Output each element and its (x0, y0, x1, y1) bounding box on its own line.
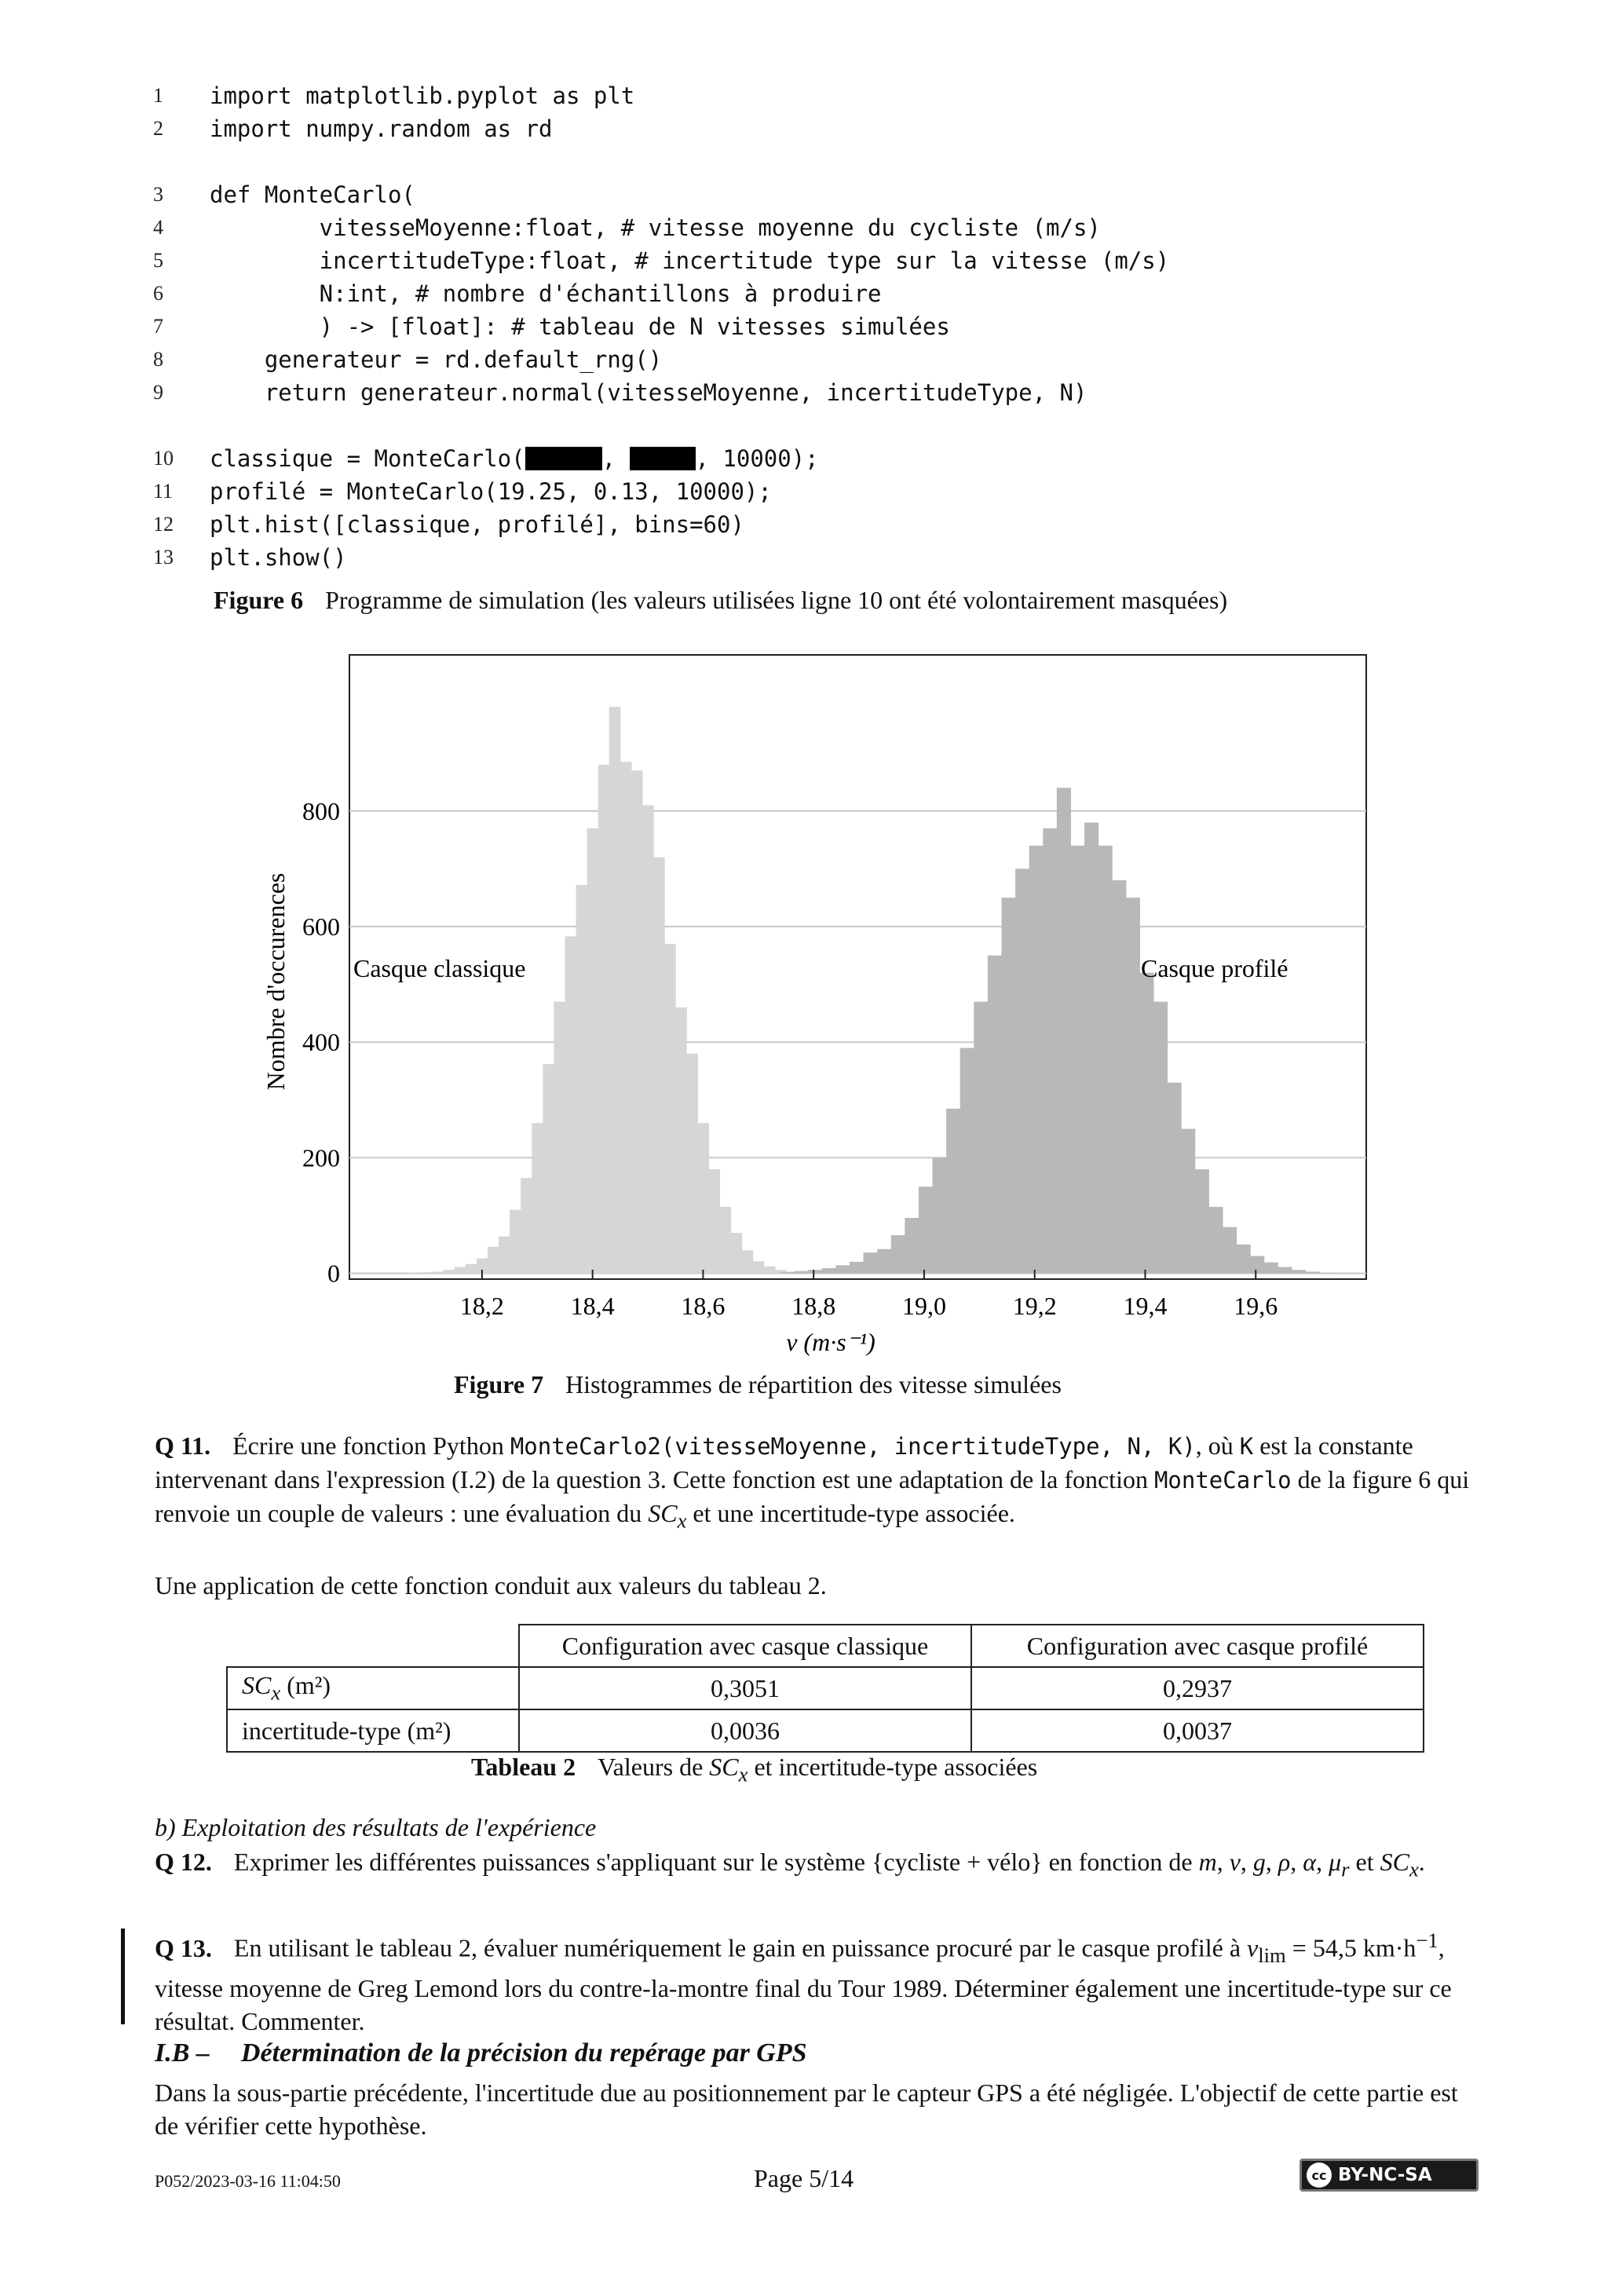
code-text: N:int, # nombre d'échantillons à produire (210, 280, 882, 307)
bar-profile (1264, 1263, 1278, 1274)
y-tick-label: 200 (302, 1143, 340, 1172)
code-text: generateur = rd.default_rng() (210, 346, 663, 373)
table-header: Configuration avec casque classique (519, 1625, 971, 1667)
bar-classique (664, 944, 676, 1274)
bar-classique (421, 1272, 433, 1273)
bar-profile (1306, 1271, 1320, 1273)
code-text: ) -> [float]: # tableau de N vitesses simulées (210, 313, 950, 340)
bar-classique (466, 1264, 477, 1274)
subsection-b-title: b) Exploitation des résultats de l'expérience (155, 1813, 597, 1841)
bar-profile (1070, 846, 1084, 1274)
bar-classique (565, 936, 576, 1273)
footer-id: P052/2023-03-16 11:04:50 (155, 2171, 341, 2191)
line-number: 1 (153, 84, 163, 107)
code-fragment: , 10000); (695, 445, 819, 472)
bar-profile (780, 1272, 795, 1273)
y-tick-label: 0 (327, 1259, 340, 1288)
application-sentence: Une application de cette fonction conduit aux valeurs du tableau 2. (155, 1571, 827, 1600)
code-fragment: classique = MonteCarlo( (210, 445, 525, 472)
bar-profile (1098, 846, 1113, 1274)
bar-profile (1043, 828, 1057, 1274)
question-number: Q 13. (155, 1933, 212, 1962)
text: Écrire une fonction Python (232, 1431, 510, 1460)
bar-profile (1223, 1227, 1237, 1274)
text: de la figure 6 qui renvoie un couple de valeurs : une évaluation du (155, 1465, 1470, 1527)
table-2 (226, 1624, 1424, 1753)
table-cell (227, 1625, 519, 1667)
annotation-classique: Casque classique (353, 954, 526, 982)
bar-profile (877, 1249, 891, 1274)
bar-classique (753, 1261, 765, 1273)
table-cell: 0,3051 (519, 1667, 971, 1709)
table-row (227, 1709, 1424, 1752)
figure-7-caption (454, 1370, 1062, 1399)
change-bar (121, 1929, 125, 2024)
code-text: vitesseMoyenne:float, # vitesse moyenne du cycliste (m/s) (210, 214, 1101, 241)
bar-profile (946, 1109, 960, 1274)
table-row (227, 1667, 1424, 1709)
bar-classique (697, 1123, 709, 1273)
bar-classique (576, 885, 588, 1274)
code-text: import numpy.random as rd (210, 115, 553, 142)
cc-icon: cc (1307, 2163, 1332, 2188)
line-number: 13 (153, 546, 174, 569)
bar-profile (1168, 1083, 1182, 1274)
table-header: Configuration avec casque profilé (971, 1625, 1424, 1667)
bar-profile (1181, 1129, 1195, 1274)
bar-profile (850, 1262, 864, 1274)
bar-classique (510, 1210, 521, 1274)
caption-label: Tableau 2 (471, 1753, 576, 1781)
bar-classique (444, 1270, 455, 1273)
bar-classique (764, 1267, 776, 1274)
table-cell: 0,0036 (519, 1709, 971, 1752)
annotation-profile: Casque profilé (1141, 954, 1289, 982)
y-tick-label: 400 (302, 1028, 340, 1057)
bar-classique (731, 1233, 743, 1274)
caption-label: Figure 6 (214, 586, 304, 614)
section-title: Détermination de la précision du repérage par GPS (240, 2038, 807, 2067)
bar-classique (720, 1207, 732, 1274)
question-11: Q 11. Écrire une fonction Python MonteCarlo2(vitesseMoyenne, incertitudeType, N, K), où K est la constante intervenant dans l'expression (I.2) de la question 3. Cette fonction est une adaptation de la fonction MonteCarlo de la figure 6 qui renvoie un couple de valeurs : une évaluation du $SC_x$ et une incertitude-type associée. (155, 1431, 1470, 1533)
bar-classique (631, 770, 643, 1273)
inline-code: MonteCarlo2(vitesseMoyenne, incertitudeType, N, K) (510, 1433, 1196, 1460)
bar-classique (554, 1002, 565, 1274)
inline-code: K (1239, 1433, 1254, 1460)
code-text: import matplotlib.pyplot as plt (210, 82, 635, 109)
line-number: 7 (153, 315, 163, 338)
line-number: 8 (153, 348, 163, 371)
code-text: profilé = MonteCarlo(19.25, 0.13, 10000); (210, 478, 772, 505)
table-2-caption: Tableau 2 Valeurs de $SC_x$ et incertitude-type associées (471, 1753, 1038, 1786)
text: En utilisant le tableau 2, évaluer numériquement le gain en puissance procuré par le casque profilé à (233, 1933, 1248, 1962)
line-number: 6 (153, 282, 163, 305)
bar-classique (742, 1250, 754, 1273)
section-ib-text: Dans la sous-partie précédente, l'incertitude due au positionnement par le capteur GPS a été négligée. L'objectif de cette partie est de vérifier cette hypothèse. (155, 2078, 1458, 2140)
bar-classique (653, 857, 665, 1274)
bar-profile (1126, 898, 1140, 1273)
bar-classique (532, 1123, 543, 1273)
bar-profile (919, 1186, 933, 1273)
bar-classique (642, 805, 654, 1273)
bar-profile (1195, 1169, 1209, 1274)
x-tick-label: 19,0 (901, 1292, 946, 1320)
text: , vitesse moyenne de Greg Lemond lors du contre-la-montre final du Tour 1989. Déterminer également une incertitude-type sur ce résultat. Commenter. (155, 1933, 1452, 2036)
table-row (227, 1625, 1424, 1667)
x-tick-label: 19,4 (1123, 1292, 1168, 1320)
question-number: Q 11. (155, 1431, 211, 1460)
text: et (1349, 1848, 1380, 1876)
caption-text: Histogrammes de répartition des vitesse simulées (565, 1370, 1062, 1398)
bar-classique (543, 1064, 554, 1273)
x-tick-label: 19,6 (1234, 1292, 1278, 1320)
row-label: (m²) (280, 1671, 331, 1700)
section-ib-title (155, 2038, 807, 2068)
bar-profile (1139, 973, 1153, 1274)
bar-classique (410, 1273, 422, 1274)
bar-profile (808, 1270, 822, 1273)
code-fragment: , (601, 445, 630, 472)
code-text: plt.show() (210, 544, 347, 571)
line-number: 9 (153, 381, 163, 404)
inline-code: MonteCarlo (1153, 1467, 1292, 1493)
code-text: def MonteCarlo( (210, 181, 415, 208)
license-badge[interactable] (1299, 2159, 1479, 2192)
code-text: plt.hist([classique, profilé], bins=60) (210, 511, 744, 538)
bar-profile (1319, 1273, 1333, 1274)
bar-profile (795, 1271, 809, 1274)
license-text: BY-NC-SA (1338, 2165, 1432, 2185)
question-number: Q 12. (155, 1848, 212, 1876)
bar-profile (1250, 1256, 1264, 1274)
bar-profile (1015, 868, 1029, 1273)
x-tick-label: 18,4 (570, 1292, 615, 1320)
code-text: return generateur.normal(vitesseMoyenne, incertitudeType, N) (210, 379, 1087, 406)
bar-profile (905, 1218, 919, 1274)
line-number: 3 (153, 183, 163, 206)
x-axis-label: v (m·s⁻¹) (786, 1328, 875, 1356)
bar-profile (835, 1265, 850, 1273)
bar-profile (1237, 1245, 1251, 1274)
table-cell: incertitude-type (m²) (227, 1709, 519, 1752)
bar-classique (521, 1178, 532, 1273)
bar-profile (1029, 846, 1044, 1274)
bar-profile (1208, 1207, 1223, 1274)
bar-profile (864, 1252, 878, 1274)
question-13: Q 13. En utilisant le tableau 2, évaluer numériquement le gain en puissance procuré par le casque profilé à $v_{lim} = 54,5$ $km\cdot h^{-1}$, vitesse moyenne de Greg Lemond lors du contre-la-montre final du Tour 1989. Déterminer également une incertitude-type sur ce résultat. Commenter. (155, 1929, 1452, 2036)
bar-profile (1153, 1002, 1168, 1274)
bar-classique (499, 1237, 510, 1274)
bar-profile (1278, 1267, 1292, 1274)
bar-profile (960, 1048, 974, 1274)
caption-label: Figure 7 (454, 1370, 544, 1398)
page-number: Page 5/14 (754, 2164, 854, 2192)
section-number: I.B – (155, 2038, 210, 2067)
text: = 54,5 km·h (1285, 1933, 1416, 1962)
bar-classique (488, 1247, 499, 1274)
line-number: 2 (153, 117, 163, 140)
bar-classique (620, 762, 632, 1273)
table-cell: 0,2937 (971, 1667, 1424, 1709)
line-number: 11 (153, 480, 174, 503)
x-tick-label: 18,2 (459, 1292, 504, 1320)
bar-profile (988, 956, 1002, 1274)
bar-profile (1084, 822, 1098, 1273)
bar-classique (587, 828, 599, 1274)
x-tick-label: 19,2 (1012, 1292, 1057, 1320)
bar-profile (1057, 788, 1071, 1273)
line-number: 4 (153, 216, 163, 239)
text: et une incertitude-type associée. (686, 1499, 1015, 1527)
bar-classique (675, 1007, 687, 1274)
line-number: 5 (153, 249, 163, 272)
bar-profile (891, 1235, 905, 1274)
bar-classique (686, 1054, 698, 1274)
text: est la constante intervenant dans l'expression (I.2) de la question 3. Cette fonction est une adaptation de la fonction (155, 1431, 1413, 1493)
y-tick-label: 600 (302, 912, 340, 941)
table-cell: $SC_x$ (m²) (227, 1667, 519, 1709)
grid-lines (349, 811, 1366, 1274)
bar-profile (933, 1157, 947, 1273)
bar-profile (1112, 880, 1126, 1274)
y-tick-label: 800 (302, 796, 340, 825)
bar-profile (822, 1268, 836, 1274)
y-axis-label: Nombre d'occurences (261, 872, 290, 1091)
bar-profile (1292, 1270, 1306, 1273)
bar-classique (433, 1271, 444, 1273)
bar-profile (974, 1002, 988, 1274)
x-tick-label: 18,8 (791, 1292, 836, 1320)
caption-text: et incertitude-type associées (748, 1753, 1038, 1781)
question-12: Q 12. Exprimer les différentes puissances s'appliquant sur le système {cycliste + vélo} en fonction de m, v, g, ρ, α, $\mu_r$ et $SC_x$. (155, 1848, 1425, 1881)
bar-classique (609, 707, 621, 1273)
bar-classique (598, 765, 610, 1274)
code-text: incertitudeType:float, # incertitude type sur la vitesse (m/s) (210, 247, 1170, 274)
bars (410, 707, 1333, 1273)
line-number: 12 (153, 513, 174, 536)
text: Exprimer les différentes puissances s'appliquant sur le système {cycliste + vélo} en fonction de (233, 1848, 1199, 1876)
text: , où (1195, 1431, 1240, 1460)
bar-classique (455, 1267, 466, 1274)
caption-text: Valeurs de (598, 1753, 710, 1781)
caption-text: Programme de simulation (les valeurs utilisées ligne 10 ont été volontairement masquées) (325, 586, 1228, 614)
x-tick-label: 18,6 (681, 1292, 726, 1320)
bar-classique (708, 1169, 720, 1274)
line-number: 10 (153, 447, 174, 470)
bar-profile (1001, 898, 1015, 1273)
table-cell: 0,0037 (971, 1709, 1424, 1752)
